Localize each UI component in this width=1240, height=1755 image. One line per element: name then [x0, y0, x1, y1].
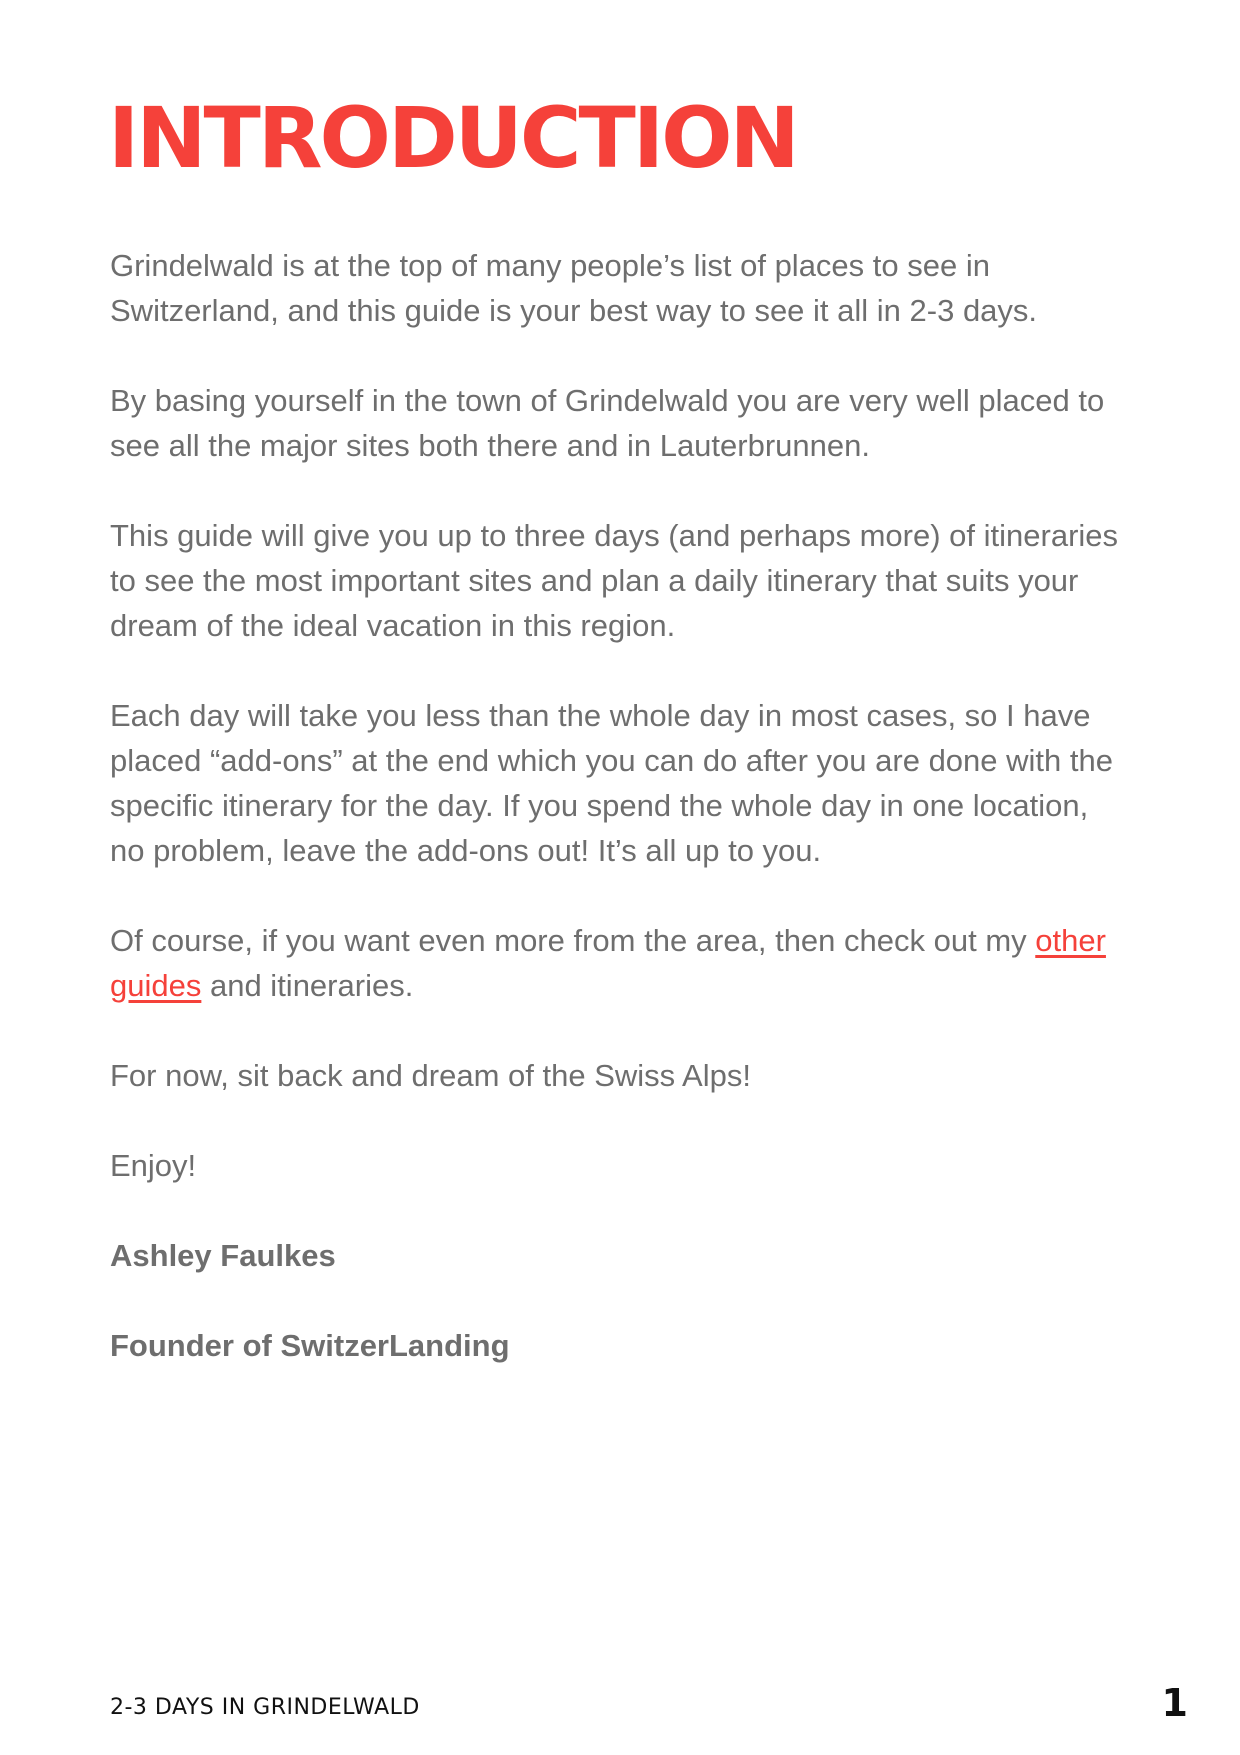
signature-block [110, 1233, 1120, 1368]
other-guides-link[interactable]: other guides [110, 923, 1106, 1003]
paragraph-3: This guide will give you up to three days (and perhaps more) of itineraries to see the most important sites and plan a daily itinerary that suits your dream of the ideal vacation in this region. [110, 518, 1119, 643]
page-number: 1 [1161, 1681, 1188, 1725]
intro-body [110, 243, 1120, 1413]
footer-book-title: 2-3 DAYS IN GRINDELWALD [110, 1695, 420, 1720]
paragraph-2: By basing yourself in the town of Grindelwald you are very well placed to see all the major sites both there and in Lauterbrunnen. [110, 383, 1105, 463]
paragraph-4: Each day will take you less than the whole day in most cases, so I have placed “add-ons” at the end which you can do after you are done with the specific itinerary for the day. If you spend the whole day in one location, no problem, leave the add-ons out! It’s all up to you. [110, 698, 1113, 868]
paragraph-1: Grindelwald is at the top of many people’s list of places to see in Switzerland, and this guide is your best way to see it all in 2-3 days. [110, 248, 1038, 328]
page-title: INTRODUCTION [108, 89, 797, 187]
paragraph-5-lead: Of course, if you want even more from the area, then check out my [110, 923, 1036, 958]
closing-line: For now, sit back and dream of the Swiss Alps! [110, 1058, 751, 1093]
paragraph-5 [110, 918, 1120, 1008]
author-role: Founder of SwitzerLanding [110, 1328, 510, 1363]
paragraph-5-tail: and itineraries. [201, 968, 414, 1003]
sign-off: Enjoy! [110, 1148, 197, 1183]
author-name: Ashley Faulkes [110, 1238, 336, 1273]
